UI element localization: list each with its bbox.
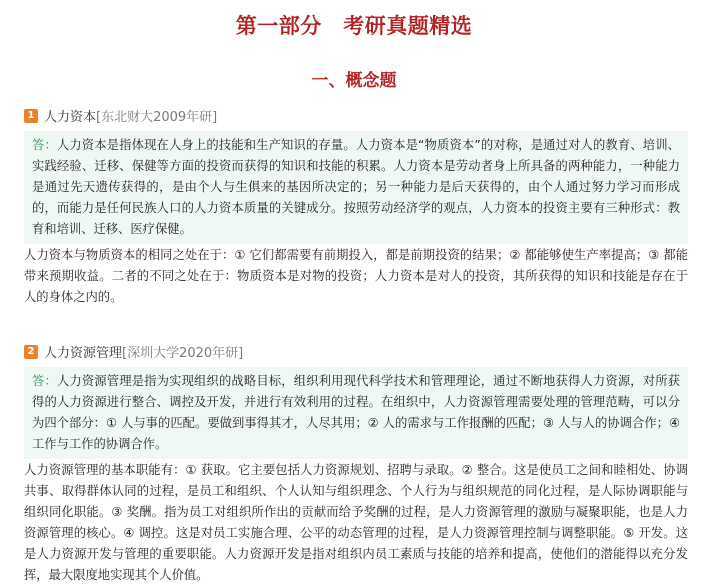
part-title: 第一部分 考研真题精选 — [235, 14, 473, 38]
answer-label: 答： — [32, 138, 57, 152]
answer-label: 答： — [32, 374, 57, 388]
answer-paragraph — [32, 135, 680, 240]
question-2-header — [24, 342, 243, 361]
question-1-header — [24, 106, 217, 125]
extra-paragraph-1 — [24, 245, 688, 308]
extra-paragraph-2 — [24, 460, 688, 586]
question-source: [深圳大学2020年研] — [122, 346, 244, 361]
answer-box-1 — [24, 131, 688, 244]
question-term: 人力资本 — [44, 110, 97, 125]
answer-box-2 — [24, 367, 688, 459]
question-source: [东北财大2009年研] — [96, 110, 218, 125]
answer-text: 人力资本是指体现在人身上的技能和生产知识的存量。人力资本是“物质资本”的对称，是通过对人的教育、培训、实践经验、迁移、保健等方面的投资而获得的知识和技能的积累。人力资本是劳动者身上所具备的两种能力，一种能力是通过先天遗传获得的，是由个人与生俱来的基因所决定的；另一种能力是后天获得的，由个人通过努力学习而形成的，而能力是任何民族人口的人力资本质量的关键成分。按照劳动经济学的观点，人力资本的投资主要有三种形式：教育和培训、迁移、医疗保健。 — [32, 138, 680, 236]
question-number-badge: 2 — [24, 345, 38, 359]
question-number-badge: 1 — [24, 109, 38, 123]
answer-text: 人力资源管理是指为实现组织的战略目标，组织利用现代科学技术和管理理论，通过不断地获得人力资源，对所获得的人力资源进行整合、调控及开发，并进行有效利用的过程。在组织中，人力资源管理需要处理的管理范畴，可以分为四个部分：① 人与事的匹配。要做到事得其才，人尽其用；② 人的需求与工作报酬的匹配；③ 人与人的协调合作；④ 工作与工作的协调合作。 — [32, 374, 680, 451]
answer-paragraph — [32, 371, 680, 455]
section-title: 一、概念题 — [311, 71, 397, 91]
extra-text: 人力资源管理的基本职能有：① 获取。它主要包括人力资源规划、招聘与录取。② 整合。这是使员工之间和睦相处、协调共事、取得群体认同的过程，是员工和组织、个人认知与组织理念、个人行为与组织规范的同化过程，是人际协调职能与组织同化职能。③ 奖酬。指为员工对组织所作出的贡献而给予奖酬的过程，是人力资源管理的激励与凝聚职能，也是人力资源管理的核心。④ 调控。这是对员工实施合理、公平的动态管理的过程，是人力资源管理控制与调整职能。⑤ 开发。这是人力资源开发与管理的重要职能。人力资源开发是指对组织内员工素质与技能的培养和提高，使他们的潜能得以充分发挥，最大限度地实现其个人价值。 — [24, 463, 688, 582]
extra-text: 人力资本与物质资本的相同之处在于：① 它们都需要有前期投入，都是前期投资的结果；② 都能够使生产率提高；③ 都能带来预期收益。二者的不同之处在于：物质资本是对物的投资；人力资本是对人的投资，其所获得的知识和技能是存在于人的身体之内的。 — [24, 248, 688, 304]
question-term: 人力资源管理 — [44, 346, 123, 361]
